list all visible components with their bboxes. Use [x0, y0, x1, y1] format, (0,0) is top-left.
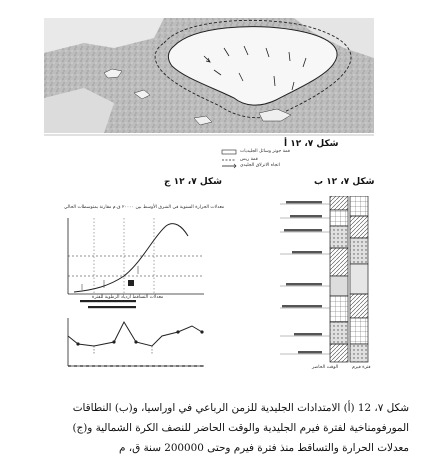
- caption-line-3: معدلات الحرارة والتساقط منذ فترة فيرم وحتى 200000 سنة ق، م: [119, 442, 409, 454]
- map-legend: [44, 134, 374, 170]
- caption-line-1: شكل ٧، 12 (أ) الامتدادات الجليدية للزمن الرباعي في اوراسيا، و(ب) النطاقات: [72, 402, 409, 414]
- temperature-precipitation-panel: [54, 196, 225, 376]
- eurasia-glaciation-map: [44, 18, 374, 133]
- fig-b-label: شكل ٧، ١٢ ب: [314, 177, 375, 187]
- legend-item-3: اتجاه الانزلاق الجليدي: [240, 163, 280, 168]
- caption-line-2: المورفومناخية لفترة فيرم الجليدية والوقت الحاضر للنصف الكرة الشمالية و(ج): [72, 422, 409, 434]
- legend-item-2: قمة ريس: [240, 157, 258, 162]
- panel-b-wurm-label: فترة فيرم: [352, 365, 371, 370]
- legend-item-1: قمة جوتر وسائل الجليديات: [240, 149, 290, 154]
- panel-c-sublabel: معدلات التساقط ازدياد الرطوبة للفترة: [92, 295, 164, 300]
- morphoclimatic-zones-panel: [220, 196, 374, 376]
- panel-b-present-label: الوقت الحاضر: [312, 365, 339, 370]
- figure: [44, 18, 374, 376]
- panel-c-title: معدلات الحرارة السنوية في الشرق الأوسط بين ٢٠٠٠٠ ق.م مقارنة بمتوسطات الحالي: [64, 205, 225, 210]
- fig-c-label: شكل ٧، ١٢ ج: [164, 177, 222, 187]
- fig-a-label: شكل ٧، ١٢ أ: [284, 139, 339, 149]
- figure-caption: [12, 398, 409, 458]
